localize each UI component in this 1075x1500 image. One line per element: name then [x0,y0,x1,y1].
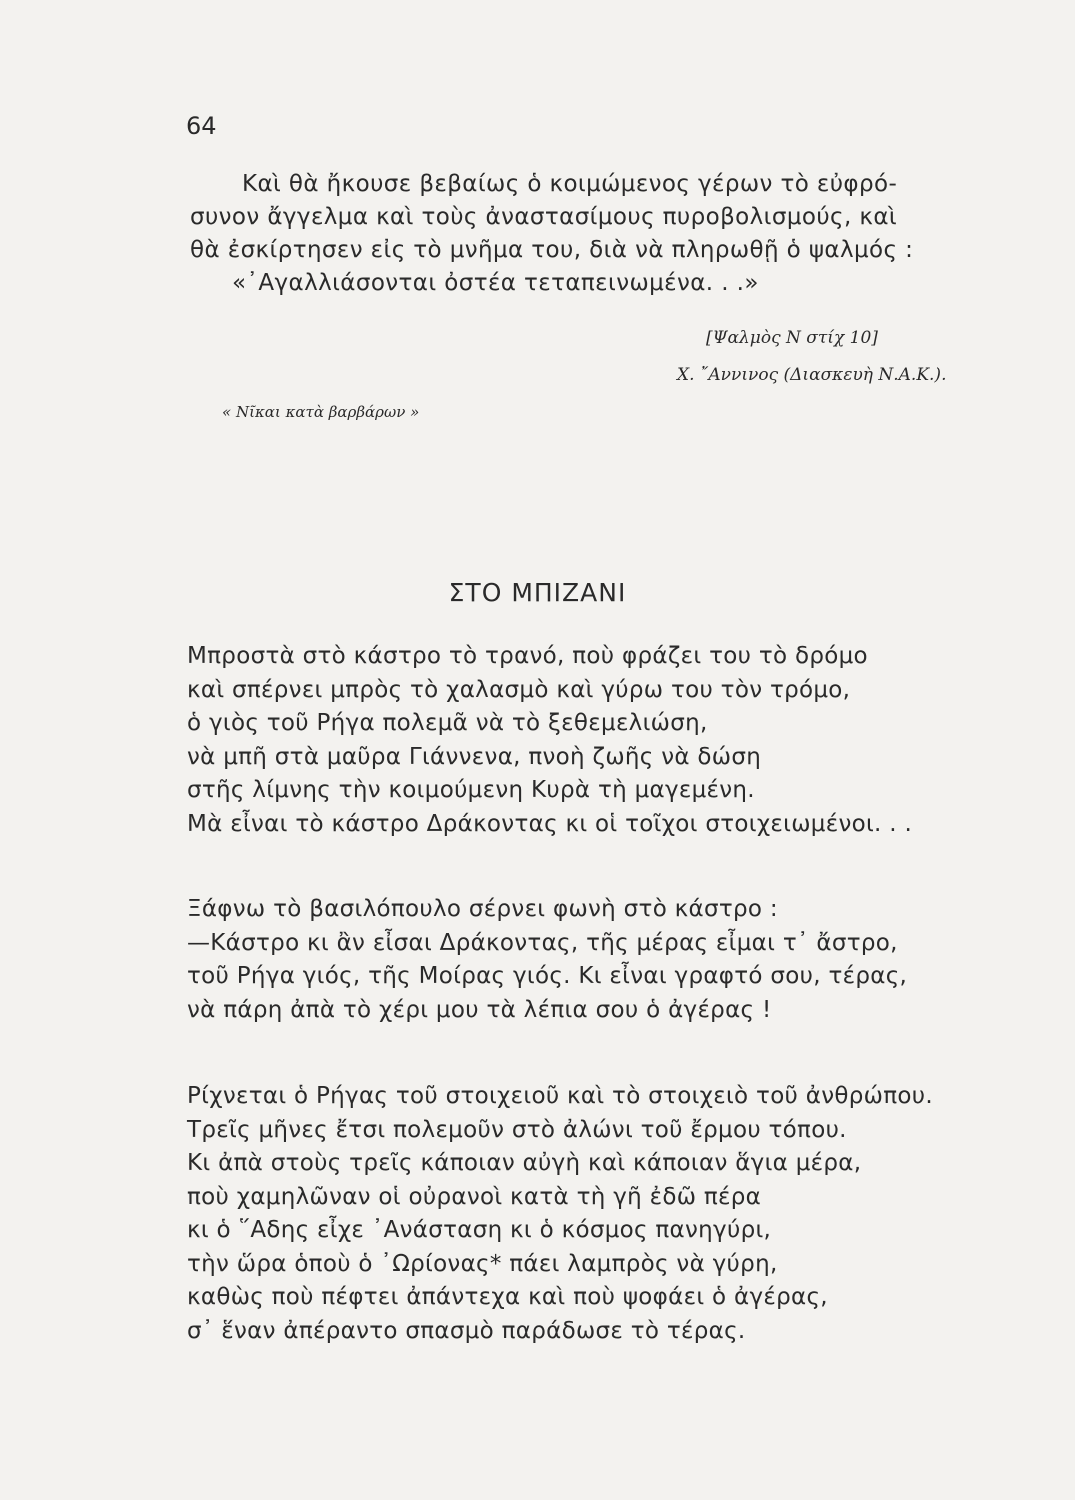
verse-line: κι ὁ ῞Αδης εἶχε ᾿Ανάσταση κι ὁ κόσμος πανηγύρι, [187,1217,772,1243]
prose-line: θὰ ἐσκίρτησεν εἰς τὸ μνῆμα του, διὰ νὰ πληρωθῇ ὁ ψαλμός : [190,237,914,263]
stanza-2 [187,893,907,1027]
verse-line: ποὺ χαμηλῶναν οἱ οὐρανοὶ κατὰ τὴ γῆ ἐδῶ πέρα [187,1183,762,1210]
poem-title: ΣΤΟ ΜΠΙΖΑΝΙ [448,578,627,607]
page-number: 64 [186,112,217,140]
psalm-citation: [Ψαλμὸς Ν στίχ 10] [706,328,878,348]
verse-line: τοῦ Ρήγα γιός, τῆς Μοίρας γιός. Κι εἶναι γραφτό σου, τέρας, [187,963,908,989]
verse-line: Ξάφνω τὸ βασιλόπουλο σέρνει φωνὴ στὸ κάστρο : [187,896,778,922]
verse-line: στῆς λίμνης τὴν κοιμούμενη Κυρὰ τὴ μαγεμένη. [187,777,755,803]
verse-line: νὰ μπῆ στὰ μαῦρα Γιάννενα, πνοὴ ζωῆς νὰ δώση [187,743,762,770]
section-label: « Νῖκαι κατὰ βαρβάρων » [222,403,420,421]
prose-line: «᾿Αγαλλιάσονται ὀστέα τεταπεινωμένα. . .» [232,270,759,296]
stanza-1 [187,640,912,841]
author-citation: Χ. ῎Αννινος (Διασκευὴ Ν.Α.Κ.). [677,365,947,385]
verse-line: Τρεῖς μῆνες ἔτσι πολεμοῦν στὸ ἀλώνι τοῦ ἔρμου τόπου. [187,1116,847,1143]
prose-line: Καὶ θὰ ἤκουσε βεβαίως ὁ κοιμώμενος γέρων τὸ εὐφρό- [242,171,898,197]
prose-paragraph [190,168,990,300]
verse-line: καὶ σπέρνει μπρὸς τὸ χαλασμὸ καὶ γύρω του τὸν τρόμο, [187,676,851,703]
verse-line: Ρίχνεται ὁ Ρήγας τοῦ στοιχειοῦ καὶ τὸ στοιχειὸ τοῦ ἀνθρώπου. [187,1083,933,1109]
verse-line: Κι ἀπὰ στοὺς τρεῖς κάποιαν αὐγὴ καὶ κάποιαν ἅγια μέρα, [187,1150,862,1176]
verse-line: Μὰ εἶναι τὸ κάστρο Δράκοντας κι οἱ τοῖχοι στοιχειωμένοι. . . [187,810,913,837]
verse-line: τὴν ὥρα ὁποὺ ὁ ᾿Ωρίονας* πάει λαμπρὸς νὰ γύρη, [187,1250,778,1277]
prose-line: συνον ἄγγελμα καὶ τοὺς ἀναστασίμους πυροβολισμούς, καὶ [190,204,898,230]
verse-line: —Κάστρο κι ἂν εἶσαι Δράκοντας, τῆς μέρας εἶμαι τ᾿ ἄστρο, [187,929,898,956]
verse-line: ὁ γιὸς τοῦ Ρήγα πολεμᾶ νὰ τὸ ξεθεμελιώση, [187,710,708,736]
stanza-3 [187,1080,933,1348]
verse-line: Μπροστὰ στὸ κάστρο τὸ τρανό, ποὺ φράζει του τὸ δρόμο [187,643,868,669]
verse-line: σ᾿ ἕναν ἀπέραντο σπασμὸ παράδωσε τὸ τέρας. [187,1317,746,1344]
verse-line: καθὼς ποὺ πέφτει ἀπάντεχα καὶ ποὺ ψοφάει ὁ ἀγέρας, [187,1284,828,1310]
verse-line: νὰ πάρη ἀπὰ τὸ χέρι μου τὰ λέπια σου ὁ ἀγέρας ! [187,996,772,1023]
